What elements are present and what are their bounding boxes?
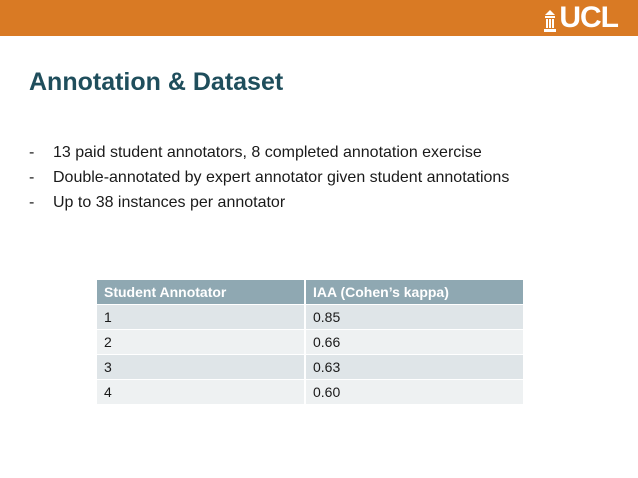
- bullet-text: Double-annotated by expert annotator given student annotations: [53, 169, 510, 186]
- bullet-marker: -: [29, 169, 35, 186]
- bullet-text: Up to 38 instances per annotator: [53, 194, 286, 211]
- cell-iaa: 0.66: [306, 330, 523, 355]
- bullet-item: [29, 165, 619, 190]
- column-header-annotator: Student Annotator: [97, 280, 306, 305]
- cell-annotator: 4: [97, 380, 306, 405]
- bullet-list: [29, 140, 619, 215]
- cell-iaa: 0.85: [306, 305, 523, 330]
- cell-iaa: 0.63: [306, 355, 523, 380]
- table-header-row: [97, 280, 523, 305]
- cell-annotator: 1: [97, 305, 306, 330]
- portico-icon: [543, 9, 557, 33]
- slide-title: Annotation & Dataset: [29, 68, 284, 96]
- cell-iaa: 0.60: [306, 380, 523, 405]
- table-row: [97, 380, 523, 405]
- bullet-marker: -: [29, 194, 35, 211]
- bullet-item: [29, 140, 619, 165]
- bullet-marker: -: [29, 144, 35, 161]
- table-row: [97, 355, 523, 380]
- cell-annotator: 2: [97, 330, 306, 355]
- cell-annotator: 3: [97, 355, 306, 380]
- ucl-logo: [543, 3, 618, 33]
- table-row: [97, 330, 523, 355]
- column-header-iaa: IAA (Cohen’s kappa): [306, 280, 523, 305]
- table-row: [97, 305, 523, 330]
- logo-text: UCL: [559, 1, 618, 34]
- bullet-item: [29, 190, 619, 215]
- bullet-text: 13 paid student annotators, 8 completed annotation exercise: [53, 144, 482, 161]
- header-bar: [0, 0, 638, 36]
- iaa-table: [97, 280, 523, 405]
